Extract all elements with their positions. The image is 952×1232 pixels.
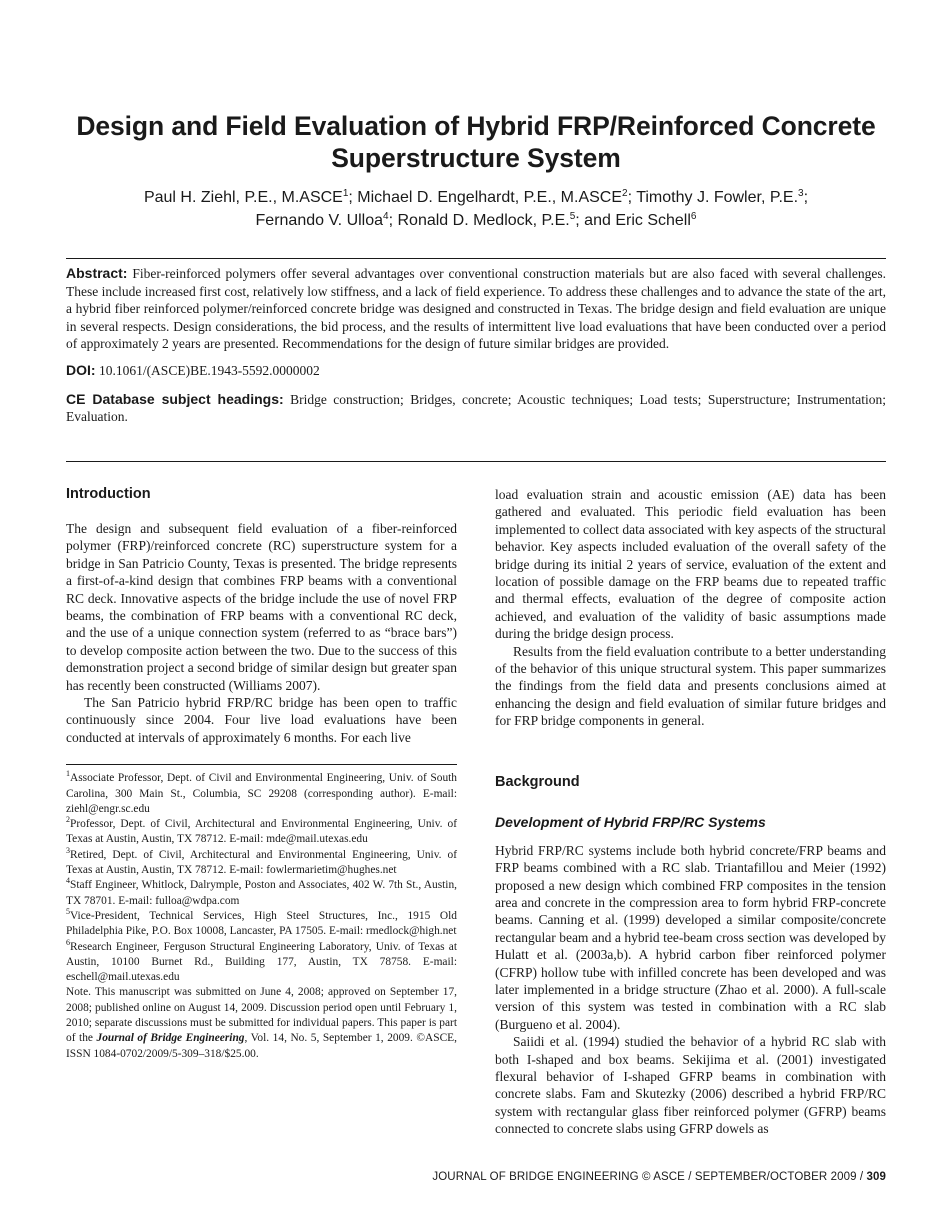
footnote-divider — [66, 764, 457, 765]
author-list: Paul H. Ziehl, P.E., M.ASCE$^1$; Michael D. Engelhardt, P.E., M.ASCE$^2$; Timothy J. Fowler, P.E.$^3$; Fernando V. Ulloa$^4$; Ronald D. Medlock, P.E.$^5$; and Eric Schell$^6$ — [143, 188, 809, 229]
footnote: $^4$Staff Engineer, Whitlock, Dalrymple, Poston and Associates, 402 W. 7th St., Austin, TX 78701. E-mail: fulloa@wdpa.com — [66, 876, 457, 907]
author-name: Michael D. Engelhardt, P.E., M.ASCE — [357, 189, 623, 206]
footnote: $^5$Vice-President, Technical Services, High Steel Structures, Inc., 1915 Old Philadelphia Pike, P.O. Box 10008, Lancaster, PA 17505. E-mail: rmedlock@high.net — [66, 906, 457, 938]
footnote: $^6$Research Engineer, Ferguson Structural Engineering Laboratory, Univ. of Texas at Austin, 10100 Burnet Rd., Building 177, Austin, TX 78758. E-mail: eschell@mail.utexas.edu — [66, 937, 457, 984]
abstract-top-rule — [66, 258, 886, 259]
footnote: $^2$Professor, Dept. of Civil, Architectural and Environmental Engineering, Univ. of Texas at Austin, Austin, TX 78712. E-mail: mde@mail.utexas.edu — [66, 815, 457, 846]
footnote: $^3$Retired, Dept. of Civil, Architectural and Environmental Engineering, Univ. of Texas at Austin, Austin, TX 78712. E-mail: fowlermarietim@hughes.net — [66, 845, 457, 877]
doi — [66, 362, 886, 380]
section-heading-introduction: Introduction — [66, 486, 151, 502]
abstract — [66, 265, 886, 353]
subject-headings-label: CE Database subject headings: — [66, 390, 284, 407]
subject-headings — [66, 391, 886, 426]
footnotes — [66, 771, 457, 1062]
author-affiliation-mark: 3 — [798, 188, 804, 199]
abstract-label: Abstract: — [66, 265, 128, 281]
journal-name: Journal of Bridge Engineering — [96, 1032, 245, 1045]
body-paragraph: Hybrid FRP/RC systems include both hybrid concrete/FRP beams and FRP beams combined with a RC slab. Triantafillou and Meier (1992) proposed a new design which combined FRP composites in the tension area and concrete in the compression area to form hybrid FRP-concrete beams. Canning et al. (1999) developed a similar composite/concrete rectangular beam and a hybrid tee-beam cross section was developed by Hulatt et al. (2003a,b). A hybrid carbon fiber reinforced polymer (CFRP) hollow tube with infilled concrete has been developed and was later implemented in a bridge structure (Zhao et al. 2000). A full-scale version of this system was tested in combination with a RC slab (Burgueno et al. 2004). — [495, 842, 886, 1032]
manuscript-note: Note. This manuscript was submitted on June 4, 2008; approved on September 17, 2008; published online on August 14, 2009. Discussion period open until February 1, 2010; separate discussions must be submitted for individual papers. This paper is part of the Journal of Bridge Engineering, Vol. 14, No. 5, September 1, 2009. ©ASCE, ISSN 1084-0702/2009/5-309–318/$25.00. — [66, 986, 457, 1060]
body-paragraph: load evaluation strain and acoustic emission (AE) data has been gathered and evaluated. This periodic field evaluation has been implemented to collect data associated with key aspects of the structural behavior. Key aspects included evaluation of the overall safety of the bridge during its initial 2 years of service, evaluation of the extent and location of possible damage on the FRP beams due to repeated traffic and thermal effects, evaluation of the degree of composite action achieved, and evaluation of the validity of basic assumptions made during the bridge design process. — [495, 487, 886, 642]
abstract-bottom-rule — [66, 461, 886, 462]
body-paragraph: The design and subsequent field evaluation of a fiber-reinforced polymer (FRP)/reinforced concrete (RC) superstructure system for a bridge in San Patricio County, Texas is presented. The bridge represents a first-of-a-kind design that combines FRP beams with a conventional RC deck. Innovative aspects of the bridge include the use of novel FRP beams, the combination of FRP beams with a conventional RC deck, and the use of a unique connection system (referred to as “brace bars”) to develop composite action between the two. Due to the success of this demonstration project a second bridge of similar design but greater span has recently been constructed (Williams 2007). — [66, 521, 457, 693]
left-column — [66, 484, 457, 1062]
body-paragraph: Saiidi et al. (1994) studied the behavior of a hybrid RC slab with both I-shaped and box beams. Sekijima et al. (2001) investigated flexural behavior of I-shaped GFRP beams in combination with concrete slabs. Fam and Skutezky (2006) described a hybrid FRP/RC system with rectangular glass fiber reinforced polymer (GFRP) beams connected to concrete slabs using GFRP dowels as — [495, 1034, 886, 1137]
body-paragraph: The San Patricio hybrid FRP/RC bridge has been open to traffic continuously since 2004. Four live load evaluations have been conducted at intervals of approximately 6 months. For each live — [66, 695, 457, 745]
body-paragraph: Results from the field evaluation contribute to a better understanding of the behavior of this unique structural system. This paper summarizes the findings from the field data and presents conclusions aimed at enhancing the design and field evaluation of similar future bridges and for FRP bridge components in general. — [495, 643, 886, 729]
footnote: $^1$Associate Professor, Dept. of Civil and Environmental Engineering, Univ. of South Carolina, 300 Main St., Columbia, SC 29208 (corresponding author). E-mail: ziehl@engr.sc.edu — [66, 769, 457, 815]
author-name: Ronald D. Medlock, P.E. — [397, 212, 570, 229]
right-column — [495, 486, 886, 1138]
doi-label: DOI: — [66, 361, 96, 378]
abstract-text: Fiber-reinforced polymers offer several advantages over conventional construction materials but are also faced with several challenges. These include increased first cost, relatively low stiffness, and a lack of field experience. To address these challenges and to advance the state of the art, a hybrid fiber reinforced polymer/reinforced concrete bridge was designed and constructed in Texas. The bridge design and field evaluation are unique in several respects. Design considerations, the bid process, and the results of intermittent live load evaluations that have been conducted over a period of approximately 2 years are presented. Recommendations for the design of future similar bridges are provided. — [66, 266, 887, 352]
abstract-block — [66, 265, 886, 426]
author-affiliation-mark: 6 — [690, 211, 697, 222]
author-affiliation-mark: 4 — [383, 211, 389, 222]
author-affiliation-mark: 5 — [569, 211, 576, 222]
page-footer — [432, 1171, 886, 1183]
subsection-heading: Development of Hybrid FRP/RC Systems — [495, 813, 766, 830]
journal-running-footer: JOURNAL OF BRIDGE ENGINEERING © ASCE / SEPTEMBER/OCTOBER 2009 / — [432, 1171, 867, 1183]
author-name: Fernando V. Ulloa — [255, 212, 384, 229]
page-number: 309 — [866, 1171, 886, 1183]
author-affiliation-mark: 1 — [342, 188, 349, 199]
author-name: Timothy J. Fowler, P.E. — [636, 189, 799, 206]
paper-title: Design and Field Evaluation of Hybrid FRP/Reinforced Concrete Superstructure System — [76, 111, 876, 173]
author-affiliation-mark: 2 — [622, 188, 628, 199]
author-name: and Eric Schell — [584, 212, 691, 229]
section-heading-background: Background — [495, 773, 580, 790]
doi-value[interactable]: 10.1061/(ASCE)BE.1943-5592.0000002 — [98, 362, 320, 378]
subject-headings-value: Bridge construction; Bridges, concrete; Acoustic techniques; Load tests; Superstructure; Instrumentation; Evaluation. — [66, 391, 886, 425]
author-name: Paul H. Ziehl, P.E., M.ASCE — [143, 189, 343, 206]
